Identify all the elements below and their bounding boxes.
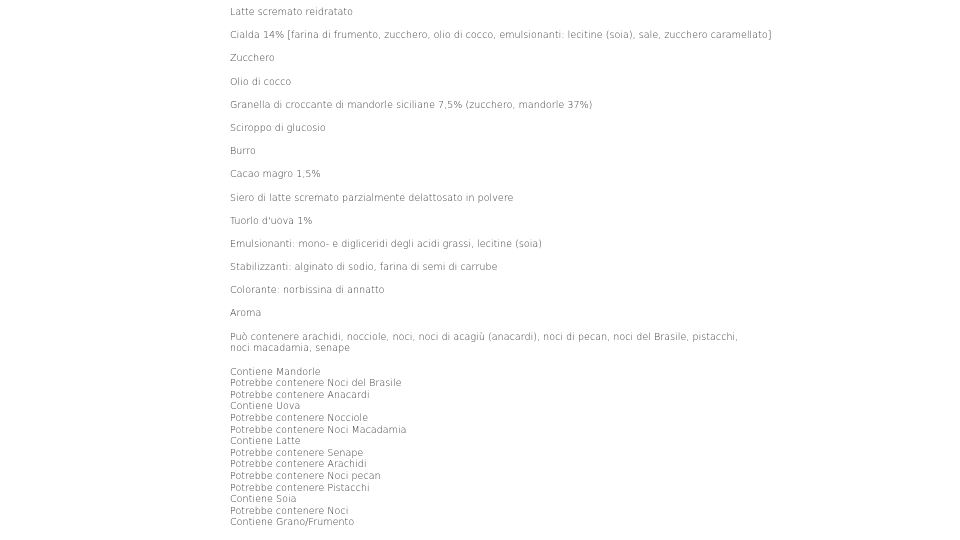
ingredient-item: Emulsionanti: mono- e digliceridi degli acidi grassi, lecitine (soia) [230,238,543,250]
allergen-item: Potrebbe contenere Noci Macadamia [230,424,407,436]
ingredient-item: Burro [230,146,256,158]
ingredient-item: Olio di cocco [230,76,292,88]
allergen-item: Contiene Mandorle [230,366,321,378]
may-contain-statement: Può contenere arachidi, nocciole, noci, noci di acagiù (anacardi), noci di pecan, noci del Brasile, pistacchi, noci macadamia, senape [230,331,739,355]
ingredient-item: Zucchero [230,53,275,65]
allergen-item: Contiene Soia [230,494,297,506]
ingredient-item: Stabilizzanti: alginato di sodio, farina di semi di carrube [230,262,498,274]
allergen-item: Potrebbe contenere Nocciole [230,413,369,424]
allergen-item: Contiene Grano/Frumento [230,517,355,529]
allergen-list [230,367,750,529]
allergen-item: Potrebbe contenere Noci [230,505,349,517]
allergen-item: Potrebbe contenere Noci pecan [230,470,381,482]
allergen-item: Contiene Uova [230,401,301,413]
ingredient-item: Aroma [230,308,262,320]
allergen-item: Potrebbe contenere Arachidi [230,459,367,471]
ingredient-item: Latte scremato reidratato [230,7,354,18]
ingredient-list [230,7,772,355]
ingredients-panel [230,7,772,529]
allergen-item: Potrebbe contenere Pistacchi [230,482,370,494]
ingredient-item: Colorante: norbissina di annatto [230,285,385,297]
ingredient-item: Siero di latte scremato parzialmente delattosato in polvere [230,192,514,204]
allergen-item: Potrebbe contenere Anacardi [230,389,370,401]
ingredient-item: Cialda 14% [farina di frumento, zucchero, olio di cocco, emulsionanti: lecitine (soia), sale, zucchero caramellato] [230,30,772,42]
allergen-item: Potrebbe contenere Noci del Brasile [230,378,402,390]
ingredient-item: Sciroppo di glucosio [230,122,326,134]
allergen-item: Contiene Latte [230,436,301,448]
ingredient-item: Tuorlo d'uova 1% [230,215,313,227]
ingredient-item: Cacao magro 1,5% [230,169,321,181]
allergen-item: Potrebbe contenere Senape [230,447,364,459]
ingredient-item: Granella di croccante di mandorle siciliane 7,5% (zucchero, mandorle 37%) [230,99,593,111]
